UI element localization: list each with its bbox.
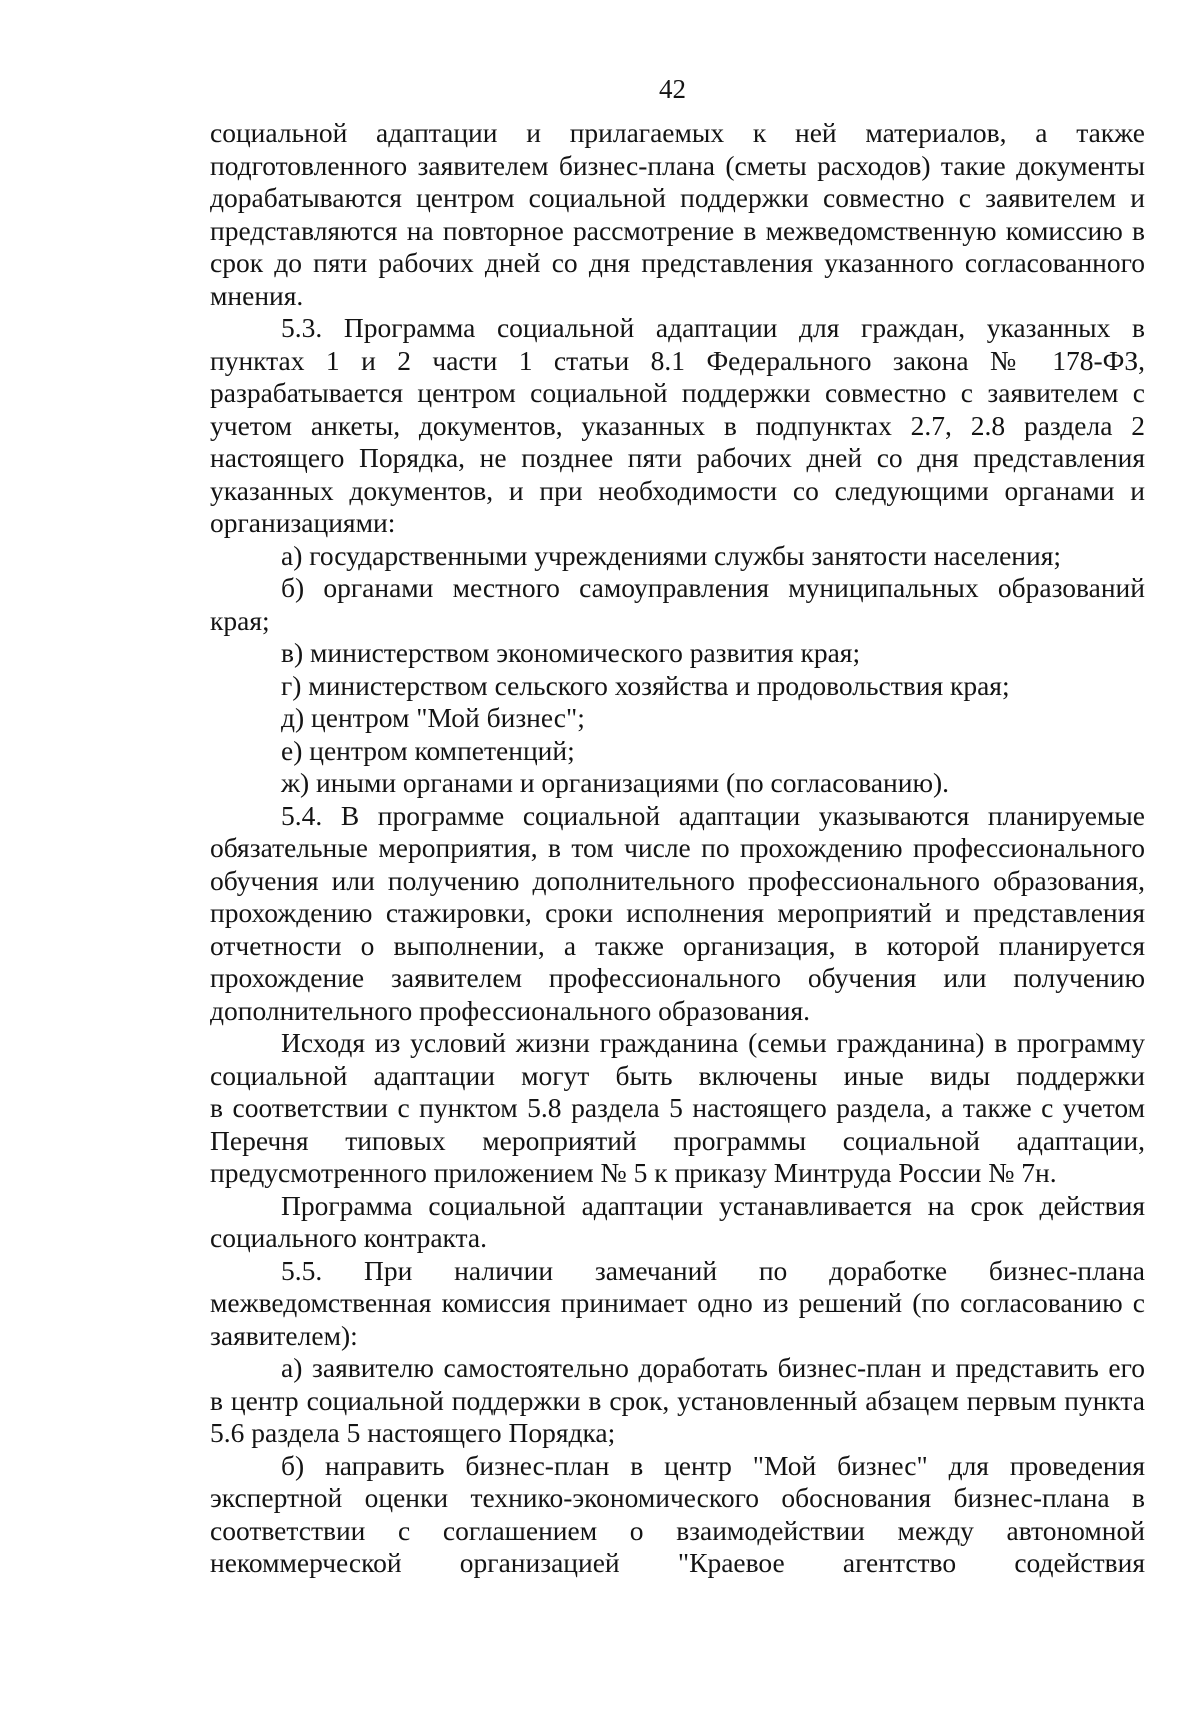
text-line: соответствии с соглашением о взаимодействии между автономной bbox=[210, 1514, 1145, 1546]
text-line: края; bbox=[210, 604, 270, 636]
text-line: заявителем): bbox=[210, 1319, 358, 1351]
document-body bbox=[210, 117, 1145, 1580]
text-line: дорабатываются центром социальной поддержки совместно с заявителем и bbox=[210, 182, 1145, 213]
text-line: дополнительного профессионального образования. bbox=[210, 994, 811, 1026]
text-line: мнения. bbox=[210, 279, 304, 311]
text-line: организациями: bbox=[210, 507, 396, 538]
text-line: г) министерством сельского хозяйства и продовольствия края; bbox=[281, 669, 1010, 701]
text-line: социального контракта. bbox=[210, 1222, 487, 1253]
text-line: обязательные мероприятия, в том числе по прохождению профессионального bbox=[210, 832, 1145, 863]
text-line: прохождение заявителем профессионального обучения или получению bbox=[210, 962, 1145, 993]
text-line: настоящего Порядка, не позднее пяти рабочих дней со дня представления bbox=[210, 442, 1145, 473]
text-line: межведомственная комиссия принимает одно из решений (по согласованию с bbox=[210, 1287, 1145, 1318]
text-line: указанных документов, и при необходимости со следующими органами и bbox=[210, 474, 1145, 506]
text-line: некоммерческой организацией "Краевое агентство содействия bbox=[210, 1547, 1145, 1578]
text-line: Программа социальной адаптации устанавливается на срок действия bbox=[281, 1189, 1145, 1221]
text-line: экспертной оценки технико-экономического обоснования бизнес-плана в bbox=[210, 1482, 1145, 1513]
text-line: отчетности о выполнении, а также организация, в которой планируется bbox=[210, 929, 1145, 961]
text-line: социальной адаптации могут быть включены иные виды поддержки bbox=[210, 1059, 1145, 1091]
text-line: пунктах 1 и 2 части 1 статьи 8.1 Федерального закона № 178-ФЗ, bbox=[210, 344, 1145, 376]
text-line: прохождению стажировки, сроки исполнения мероприятий и представления bbox=[210, 897, 1145, 928]
text-line: предусмотренного приложением № 5 к приказу Минтруда России № 7н. bbox=[210, 1157, 1057, 1188]
text-line: 5.6 раздела 5 настоящего Порядка; bbox=[210, 1417, 616, 1448]
text-line: в соответствии с пунктом 5.8 раздела 5 настоящего раздела, а также с учетом bbox=[210, 1092, 1145, 1123]
text-line: д) центром "Мой бизнес"; bbox=[281, 702, 585, 733]
text-line: разрабатывается центром социальной поддержки совместно с заявителем с bbox=[210, 377, 1145, 408]
text-line: а) заявителю самостоятельно доработать бизнес-план и представить его bbox=[281, 1352, 1145, 1383]
text-line: Перечня типовых мероприятий программы социальной адаптации, bbox=[210, 1124, 1145, 1156]
page-number: 42 bbox=[659, 74, 686, 104]
text-line: а) государственными учреждениями службы занятости населения; bbox=[281, 539, 1062, 571]
text-line: 5.4. В программе социальной адаптации указываются планируемые bbox=[281, 799, 1145, 831]
text-line: срок до пяти рабочих дней со дня представления указанного согласованного bbox=[210, 247, 1145, 278]
text-line: учетом анкеты, документов, указанных в подпунктах 2.7, 2.8 раздела 2 bbox=[210, 409, 1145, 441]
text-line: в) министерством экономического развития края; bbox=[281, 637, 861, 668]
text-line: 5.5. При наличии замечаний по доработке бизнес-плана bbox=[281, 1254, 1145, 1286]
text-line: обучения или получению дополнительного профессионального образования, bbox=[210, 864, 1145, 896]
text-line: в центр социальной поддержки в срок, установленный абзацем первым пункта bbox=[210, 1384, 1145, 1416]
text-line: 5.3. Программа социальной адаптации для граждан, указанных в bbox=[281, 312, 1145, 343]
text-line: б) органами местного самоуправления муниципальных образований bbox=[281, 572, 1145, 603]
text-line: ж) иными органами и организациями (по согласованию). bbox=[281, 767, 950, 798]
text-line: социальной адаптации и прилагаемых к ней материалов, а также bbox=[210, 117, 1145, 148]
text-line: Исходя из условий жизни гражданина (семьи гражданина) в программу bbox=[281, 1027, 1145, 1058]
text-line: подготовленного заявителем бизнес-плана (сметы расходов) такие документы bbox=[210, 149, 1145, 181]
text-line: е) центром компетенций; bbox=[281, 734, 575, 766]
text-line: б) направить бизнес-план в центр "Мой бизнес" для проведения bbox=[281, 1449, 1145, 1481]
text-line: представляются на повторное рассмотрение в межведомственную комиссию в bbox=[210, 214, 1145, 246]
